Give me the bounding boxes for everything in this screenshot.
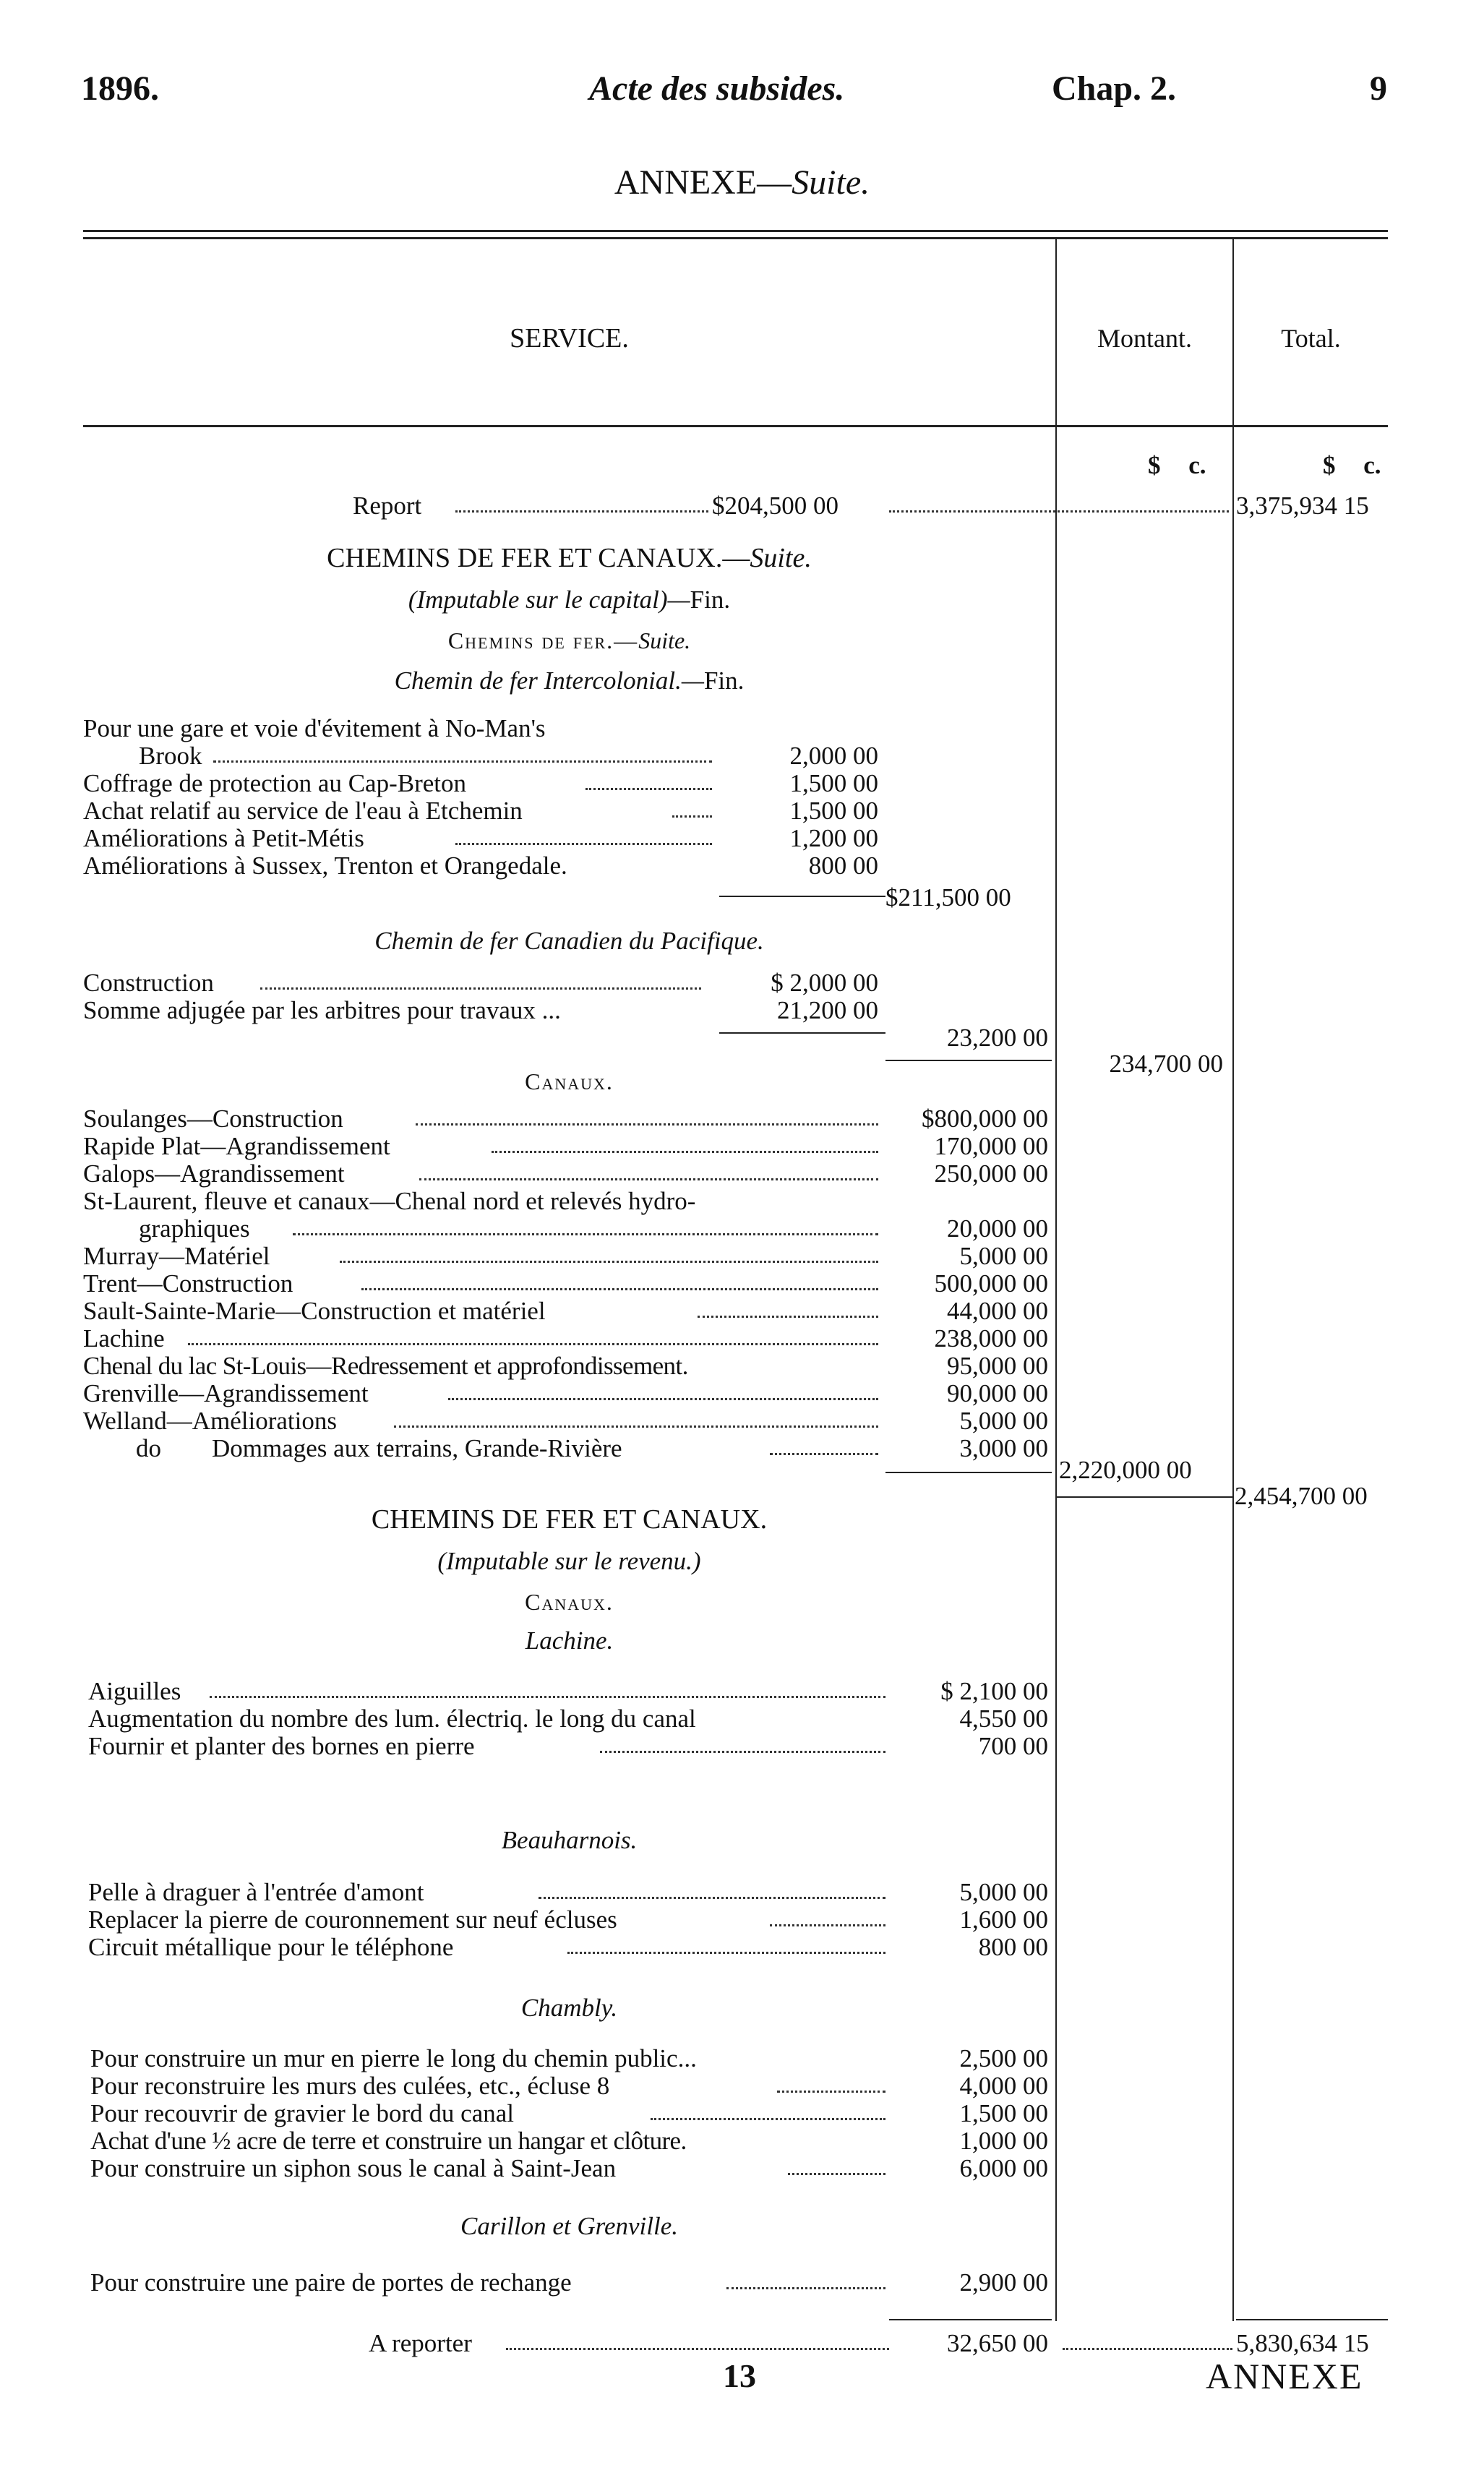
currency-total: $ c.: [1323, 451, 1381, 479]
section2-sub2: Canaux.: [525, 1589, 614, 1615]
intercolonial-item-1-leader: [213, 760, 712, 763]
canaux-item-0-value: $800,000 00: [922, 1105, 1048, 1133]
section1-sub1-fin: Fin.: [690, 586, 731, 614]
section2-sub3: Lachine.: [525, 1626, 614, 1655]
chambly-item-3-value: 1,000 00: [959, 2127, 1048, 2155]
beauharnois-item-1-label: Replacer la pierre de couronnement sur neuf écluses: [88, 1905, 617, 1934]
column-header-montant: Montant.: [1097, 324, 1192, 353]
chambly-item-4-label: Pour construire un siphon sous le canal à Saint-Jean: [90, 2154, 617, 2182]
canaux-item-6-leader: [361, 1288, 878, 1290]
canaux-item-12-label: do Dommages aux terrains, Grande-Rivière: [136, 1434, 622, 1462]
report-total: 3,375,934 15: [1236, 492, 1369, 520]
annexe-title-main: ANNEXE—: [614, 163, 792, 202]
reporter-rule-2: [1236, 2319, 1388, 2320]
canaux-item-1-label: Rapide Plat—Agrandissement: [83, 1132, 390, 1160]
chambly-title: Chambly.: [520, 1994, 618, 2022]
section1-sub2: [83, 626, 1055, 655]
canaux-item-2-value: 250,000 00: [934, 1159, 1048, 1188]
railways-montant: 234,700 00: [1109, 1050, 1223, 1078]
section2-sub1: (Imputable sur le revenu.): [437, 1547, 701, 1575]
pacifique-item-0-value: $ 2,000 00: [771, 969, 878, 997]
chambly-item-4-leader: [788, 2173, 885, 2175]
beauharnois-item-2-label: Circuit métallique pour le téléphone: [88, 1933, 454, 1961]
header-year: 1896.: [81, 69, 159, 108]
intercolonial-item-2-label: Coffrage de protection au Cap-Breton: [83, 769, 467, 797]
table-top-rule-2: [83, 237, 1388, 239]
beauharnois-item-2-value: 800 00: [978, 1933, 1048, 1961]
header-page-number: 9: [1370, 69, 1387, 108]
canaux-item-11-leader: [394, 1425, 878, 1428]
column-divider-total: [1232, 239, 1234, 2321]
lachine-item-1-value: 4,550 00: [959, 1705, 1048, 1733]
annexe-title: [0, 163, 1484, 202]
report-label: Report: [353, 492, 422, 520]
intercolonial-item-3-leader: [672, 815, 712, 818]
intercolonial-subtotal: $211,500 00: [885, 883, 1011, 912]
canaux-total: 2,454,700 00: [1235, 1482, 1368, 1510]
canaux-item-5-leader: [340, 1261, 878, 1263]
beauharnois-item-2-leader: [567, 1952, 885, 1954]
intercolonial-item-2-leader: [586, 788, 712, 790]
chambly-item-4-value: 6,000 00: [959, 2154, 1048, 2182]
section1-title: [83, 544, 1055, 573]
sheet-number: 13: [723, 2357, 756, 2394]
a-reporter-value: 32,650 00: [947, 2329, 1048, 2357]
canaux-item-2-leader: [419, 1178, 878, 1180]
intercolonial-item-1-label: Brook: [139, 742, 202, 770]
intercolonial-item-3-label: Achat relatif au service de l'eau à Etchemin: [83, 797, 523, 825]
chambly-item-3-label: Achat d'une ½ acre de terre et construire un hangar et clôture.: [90, 2127, 687, 2155]
column-header-service: SERVICE.: [510, 323, 629, 353]
canaux-item-4-value: 20,000 00: [947, 1214, 1048, 1243]
beauharnois-item-0-label: Pelle à draguer à l'entrée d'amont: [88, 1878, 424, 1906]
chambly-item-1-value: 4,000 00: [959, 2072, 1048, 2100]
reporter-rule-1: [889, 2319, 1052, 2320]
intercolonial-item-4-value: 1,200 00: [789, 824, 878, 852]
canaux-item-8-label: Lachine: [83, 1324, 165, 1352]
beauharnois-item-1-value: 1,600 00: [959, 1905, 1048, 1934]
intercolonial-item-0-label: Pour une gare et voie d'évitement à No-Man's: [83, 714, 546, 742]
pacifique-item-0-leader: [260, 987, 701, 990]
canaux-item-7-value: 44,000 00: [947, 1297, 1048, 1325]
canaux-item-1-value: 170,000 00: [934, 1132, 1048, 1160]
beauharnois-item-1-leader: [770, 1924, 885, 1926]
section1-sub1-text: (Imputable sur le capital)—: [408, 586, 690, 614]
section1-sub3-text: Chemin de fer Intercolonial.—: [394, 666, 704, 695]
annexe-title-suite: Suite.: [792, 163, 870, 202]
a-reporter-leader: [506, 2348, 889, 2350]
table-top-rule: [83, 230, 1388, 232]
section1-sub1: [83, 586, 1055, 614]
section1-sub3: [83, 666, 1055, 695]
canaux-item-7-leader: [698, 1316, 878, 1318]
pacifique-subtotal: 23,200 00: [947, 1024, 1048, 1052]
canaux-sum-rule: [885, 1472, 1052, 1473]
chambly-item-2-label: Pour recouvrir de gravier le bord du canal: [90, 2099, 515, 2127]
canaux-item-10-label: Grenville—Agrandissement: [83, 1379, 369, 1407]
header-title: Acte des subsides.: [589, 69, 845, 108]
a-reporter-label: A reporter: [369, 2329, 472, 2357]
canaux-item-10-value: 90,000 00: [947, 1379, 1048, 1407]
carillon-title: Carillon et Grenville.: [460, 2212, 679, 2240]
canaux-item-10-leader: [448, 1398, 878, 1400]
montant-sum-rule: [1057, 1496, 1232, 1498]
section1-sub3-fin: Fin.: [703, 666, 745, 695]
column-divider-montant: [1055, 239, 1057, 2321]
canaux-item-0-label: Soulanges—Construction: [83, 1105, 343, 1133]
intercolonial-item-5-label: Améliorations à Sussex, Trenton et Orangedale.: [83, 852, 567, 880]
chambly-item-2-leader: [651, 2118, 885, 2120]
a-reporter-leader-2: [1063, 2348, 1232, 2350]
canaux-item-9-label: Chenal du lac St-Louis—Redressement et approfondissement.: [83, 1352, 688, 1380]
pacifique-sum-rule: [719, 1032, 885, 1034]
carillon-item-0-value: 2,900 00: [959, 2268, 1048, 2297]
canaux-item-11-label: Welland—Améliorations: [83, 1407, 337, 1435]
canaux-item-3-label: St-Laurent, fleuve et canaux—Chenal nord et relevés hydro-: [83, 1187, 696, 1215]
catchword: ANNEXE: [1206, 2356, 1363, 2396]
canaux-item-5-value: 5,000 00: [959, 1242, 1048, 1270]
canaux-item-8-leader: [188, 1343, 878, 1345]
canaux-item-6-value: 500,000 00: [934, 1269, 1048, 1298]
canaux-item-11-value: 5,000 00: [959, 1407, 1048, 1435]
carillon-item-0-leader: [726, 2287, 885, 2289]
intercolonial-item-1-value: 2,000 00: [789, 742, 878, 770]
intercolonial-sum-rule: [719, 896, 885, 897]
canaux-capital-title: Canaux.: [525, 1068, 614, 1094]
canaux-montant: 2,220,000 00: [1059, 1456, 1192, 1484]
beauharnois-title: Beauharnois.: [501, 1826, 638, 1854]
header-chapter: Chap. 2.: [1052, 69, 1177, 108]
a-reporter-total: 5,830,634 15: [1236, 2329, 1369, 2357]
lachine-item-2-leader: [600, 1751, 885, 1753]
lachine-item-0-leader: [210, 1696, 885, 1698]
canaux-item-12-leader: [770, 1453, 878, 1455]
beauharnois-item-0-value: 5,000 00: [959, 1878, 1048, 1906]
canaux-item-5-label: Murray—Matériel: [83, 1242, 270, 1270]
canaux-item-2-label: Galops—Agrandissement: [83, 1159, 345, 1188]
intercolonial-item-3-value: 1,500 00: [789, 797, 878, 825]
pacifique-rule-2: [885, 1060, 1052, 1061]
pacifique-item-0-label: Construction: [83, 969, 214, 997]
canaux-item-7-label: Sault-Sainte-Marie—Construction et matériel: [83, 1297, 546, 1325]
intercolonial-item-2-value: 1,500 00: [789, 769, 878, 797]
lachine-item-2-value: 700 00: [978, 1732, 1048, 1760]
report-leader-2: [889, 510, 1229, 513]
lachine-item-0-value: $ 2,100 00: [940, 1677, 1048, 1705]
section1-title-text: CHEMINS DE FER ET CANAUX.—: [327, 543, 750, 573]
currency-montant: $ c.: [1148, 451, 1206, 479]
chambly-item-1-leader: [777, 2091, 885, 2093]
report-value: $204,500 00: [712, 492, 838, 520]
report-leader: [455, 510, 708, 513]
section1-sub2-suite: Suite.: [638, 627, 691, 653]
canaux-item-4-label: graphiques: [139, 1214, 250, 1243]
canaux-item-8-value: 238,000 00: [934, 1324, 1048, 1352]
lachine-item-2-label: Fournir et planter des bornes en pierre: [88, 1732, 475, 1760]
pacifique-item-1-value: 21,200 00: [777, 996, 878, 1024]
chambly-item-0-value: 2,500 00: [959, 2044, 1048, 2072]
beauharnois-item-0-leader: [539, 1897, 885, 1899]
canaux-item-4-leader: [293, 1233, 878, 1235]
chambly-item-1-label: Pour reconstruire les murs des culées, etc., écluse 8: [90, 2072, 610, 2100]
chambly-item-0-label: Pour construire un mur en pierre le long du chemin public...: [90, 2044, 697, 2072]
carillon-item-0-label: Pour construire une paire de portes de rechange: [90, 2268, 572, 2297]
canaux-item-0-leader: [416, 1123, 878, 1126]
section1-sub2-text: Chemins de fer.—: [447, 627, 639, 653]
intercolonial-item-4-label: Améliorations à Petit-Métis: [83, 824, 364, 852]
lachine-item-0-label: Aiguilles: [88, 1677, 181, 1705]
section2-title: CHEMINS DE FER ET CANAUX.: [371, 1504, 768, 1535]
section1-title-suite: Suite.: [750, 543, 812, 573]
canaux-item-9-value: 95,000 00: [947, 1352, 1048, 1380]
lachine-item-1-label: Augmentation du nombre des lum. électriq. le long du canal: [88, 1705, 696, 1733]
column-header-total: Total.: [1281, 324, 1341, 353]
canaux-item-1-leader: [492, 1151, 878, 1153]
pacifique-item-1-label: Somme adjugée par les arbitres pour travaux ...: [83, 996, 561, 1024]
chambly-item-2-value: 1,500 00: [959, 2099, 1048, 2127]
intercolonial-item-4-leader: [455, 843, 712, 845]
canaux-item-6-label: Trent—Construction: [83, 1269, 293, 1298]
pacifique-title: Chemin de fer Canadien du Pacifique.: [374, 927, 764, 955]
canaux-item-12-value: 3,000 00: [959, 1434, 1048, 1462]
header-bottom-rule: [83, 425, 1388, 427]
intercolonial-item-5-value: 800 00: [808, 852, 878, 880]
